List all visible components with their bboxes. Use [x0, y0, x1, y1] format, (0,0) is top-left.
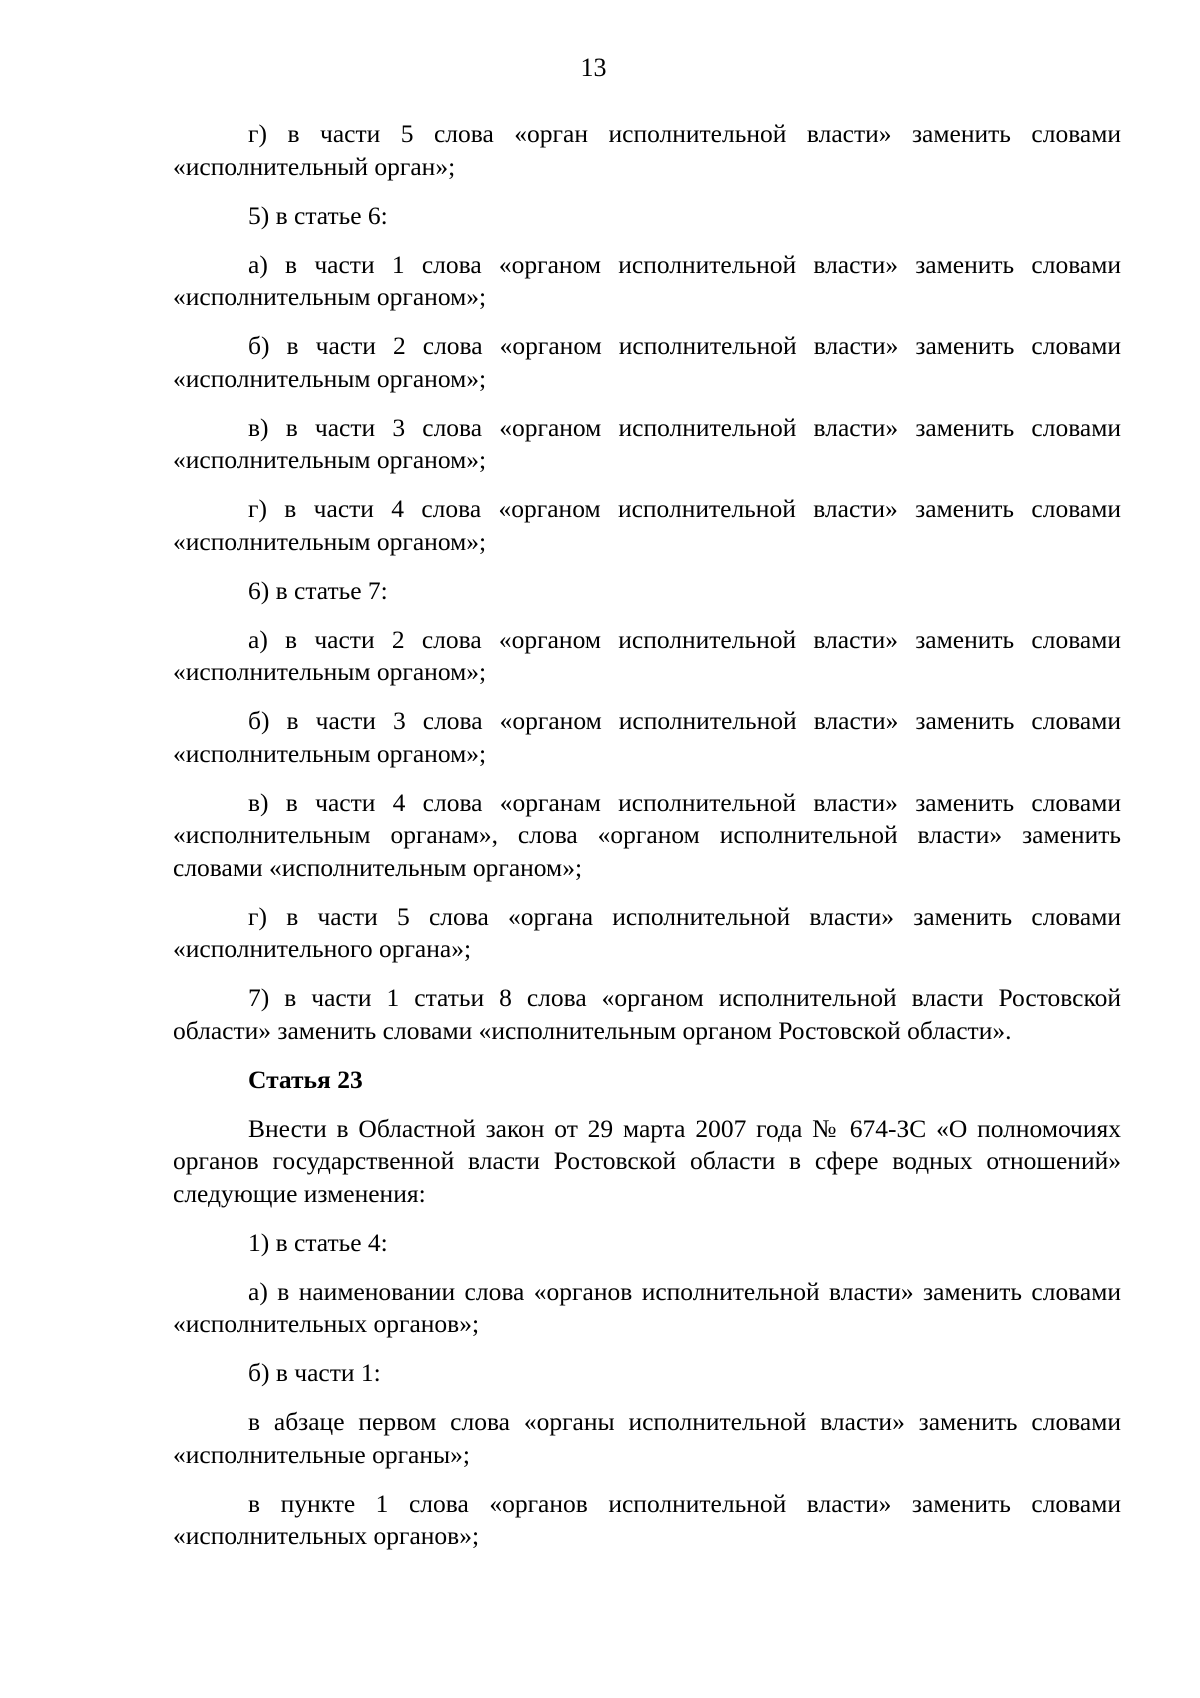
paragraph: в пункте 1 слова «органов исполнительной власти» заменить словами «исполнительных органов»;	[173, 1488, 1121, 1550]
paragraph: 7) в части 1 статьи 8 слова «органом исполнительной власти Ростовской области» заменить словами «исполнительным органом Ростовской области».	[173, 983, 1121, 1045]
article-heading: Статья 23	[248, 1064, 363, 1094]
paragraph: в) в части 3 слова «органом исполнительной власти» заменить словами «исполнительным органом»;	[173, 412, 1121, 474]
paragraph: б) в части 2 слова «органом исполнительной власти» заменить словами «исполнительным органом»;	[173, 331, 1121, 393]
paragraph: 5) в статье 6:	[248, 200, 388, 230]
paragraph: г) в части 5 слова «орган исполнительной власти» заменить словами «исполнительный орган»;	[173, 119, 1121, 181]
paragraph: 6) в статье 7:	[248, 575, 388, 605]
paragraph: в абзаце первом слова «органы исполнительной власти» заменить словами «исполнительные органы»;	[173, 1407, 1121, 1469]
paragraph: 1) в статье 4:	[248, 1227, 388, 1257]
paragraph: а) в части 1 слова «органом исполнительной власти» заменить словами «исполнительным органом»;	[173, 249, 1121, 311]
paragraph: б) в части 1:	[248, 1358, 381, 1387]
document-body	[173, 118, 1121, 1569]
paragraph: в) в части 4 слова «органам исполнительной власти» заменить словами «исполнительным органам», слова «органом исполнительной власти» заменить словами «исполнительным органом»;	[173, 787, 1121, 882]
paragraph: б) в части 3 слова «органом исполнительной власти» заменить словами «исполнительным органом»;	[173, 706, 1121, 768]
paragraph: г) в части 4 слова «органом исполнительной власти» заменить словами «исполнительным органом»;	[173, 494, 1121, 556]
paragraph: г) в части 5 слова «органа исполнительной власти» заменить словами «исполнительного органа»;	[173, 901, 1121, 963]
paragraph: а) в наименовании слова «органов исполнительной власти» заменить словами «исполнительных органов»;	[173, 1276, 1121, 1338]
paragraph: а) в части 2 слова «органом исполнительной власти» заменить словами «исполнительным органом»;	[173, 624, 1121, 686]
paragraph: Внести в Областной закон от 29 марта 2007 года № 674-ЗС «О полномочиях органов государственной власти Ростовской области в сфере водных отношений» следующие изменения:	[173, 1113, 1121, 1208]
page-number: 13	[580, 53, 607, 82]
